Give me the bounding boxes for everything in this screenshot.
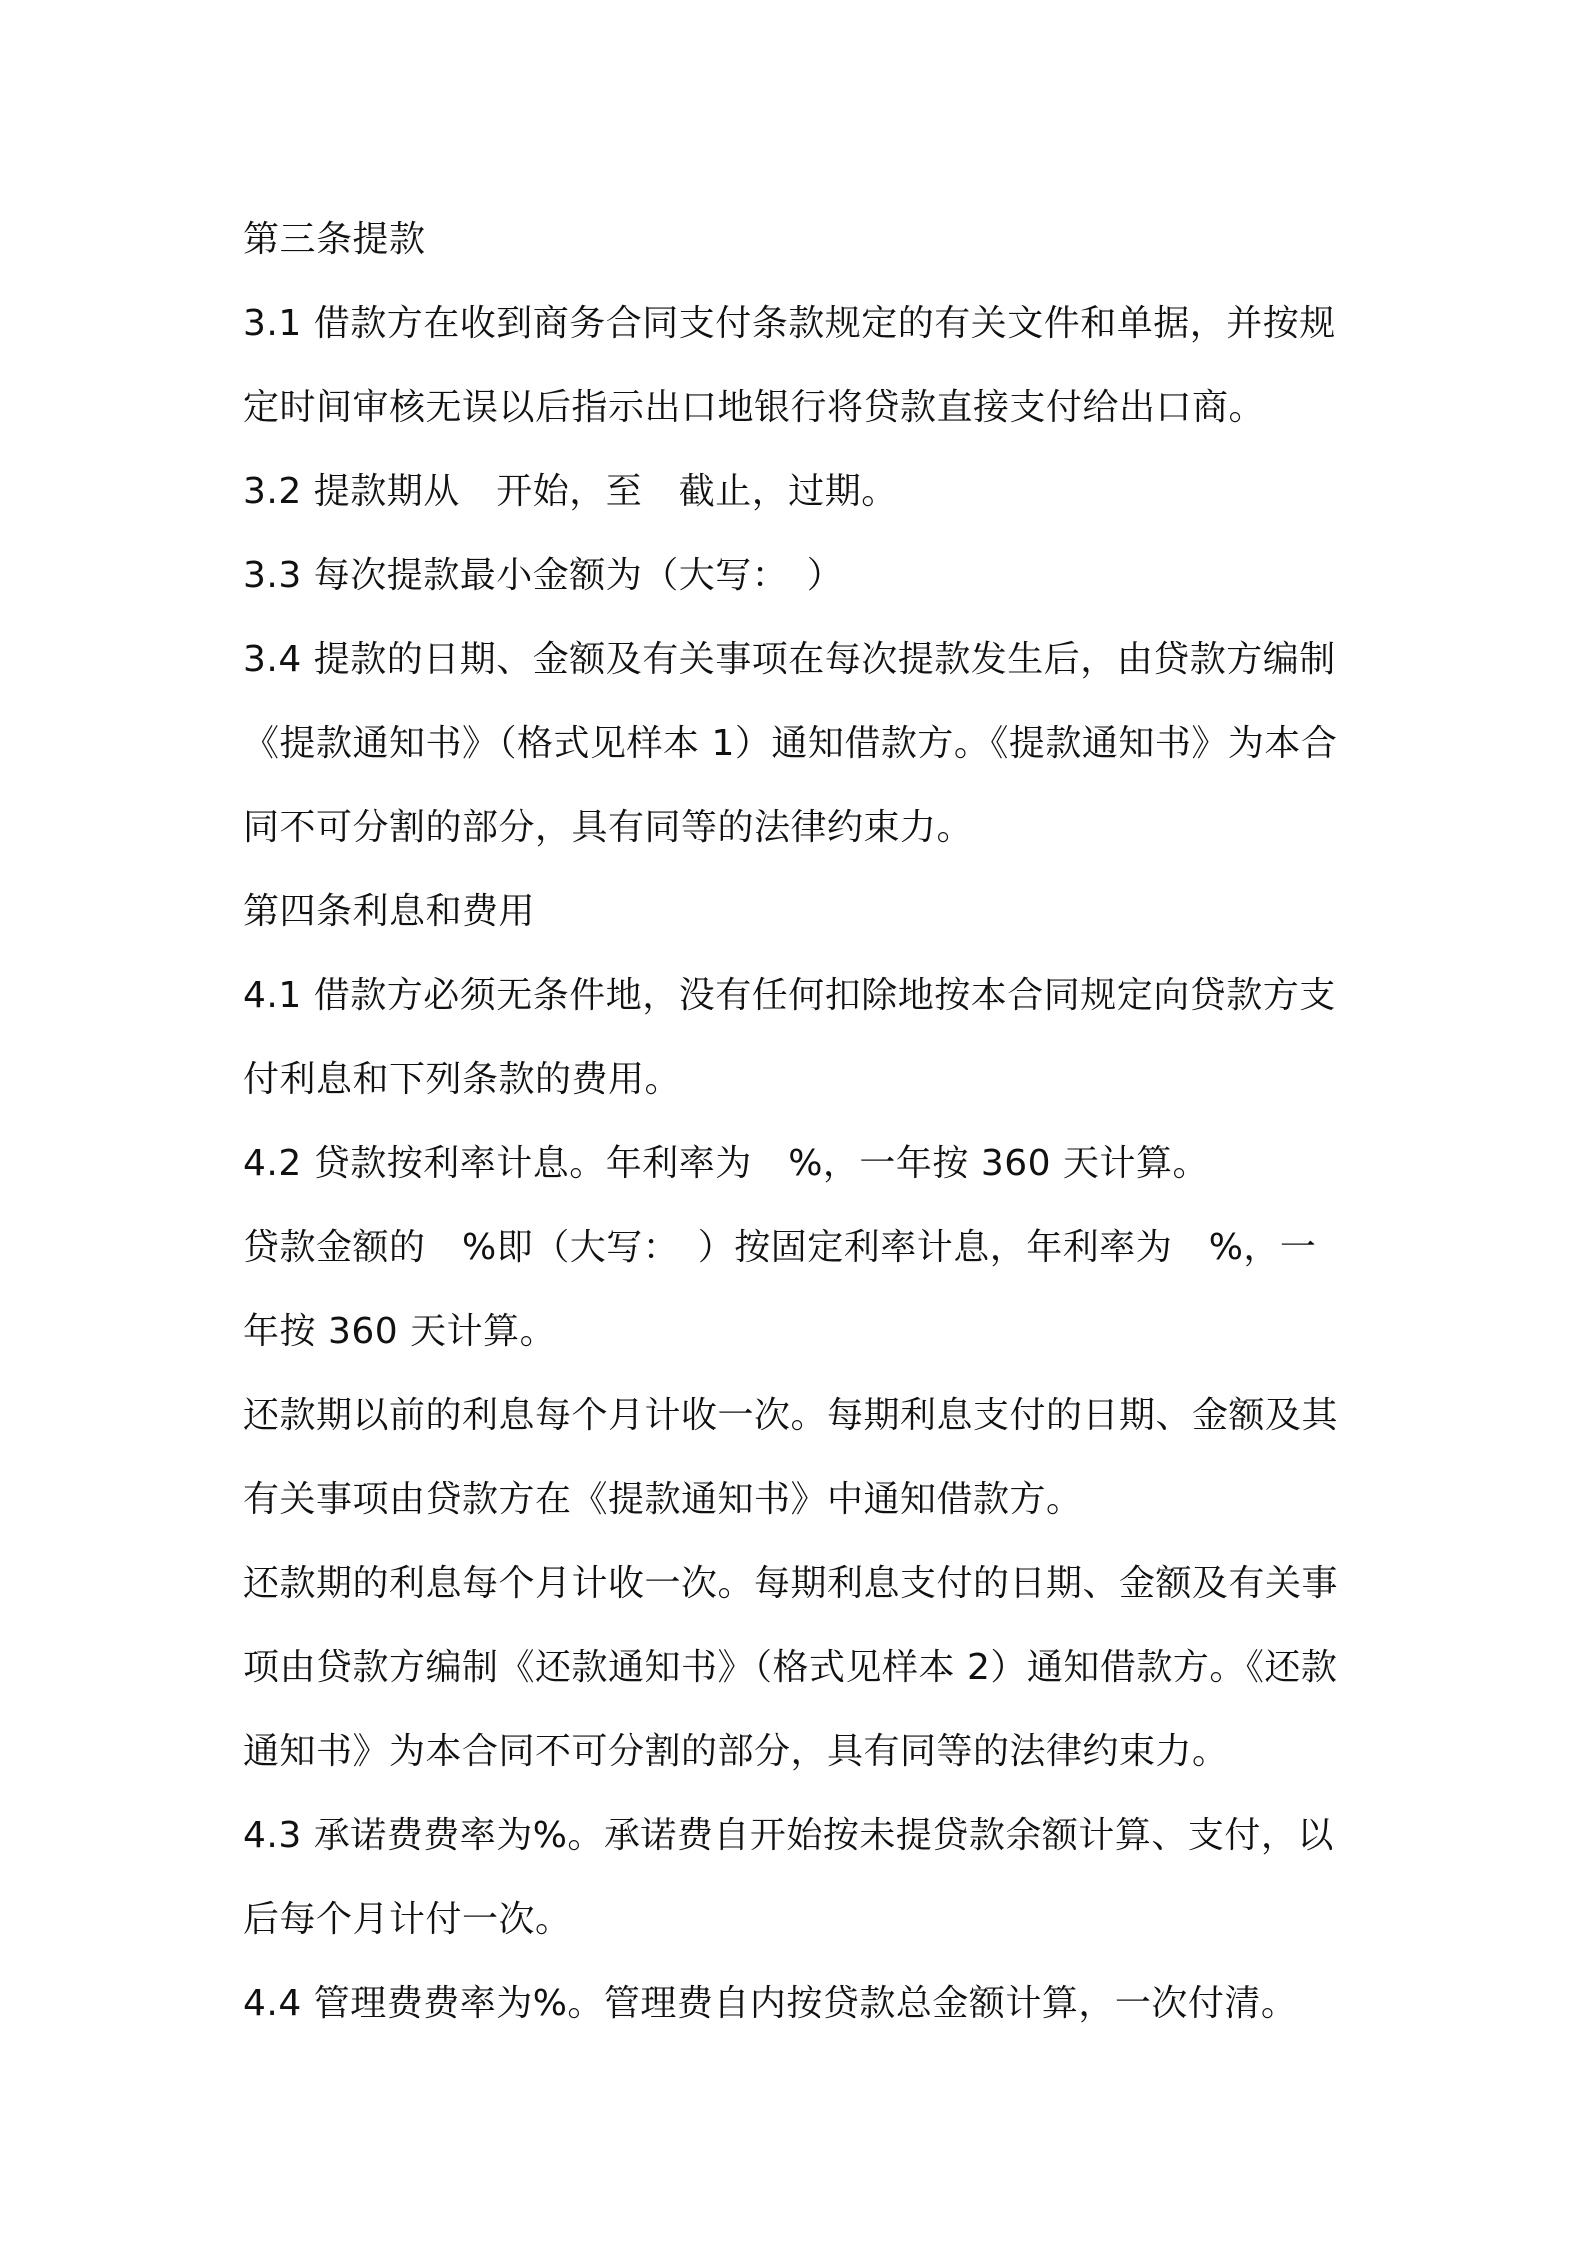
paragraph-line: 项由贷款方编制《还款通知书》（格式见样本 2）通知借款方。《还款 bbox=[243, 1647, 1338, 1688]
paragraph-line: 还款期的利息每个月计收一次。每期利息支付的日期、金额及有关事 bbox=[243, 1563, 1339, 1604]
paragraph-line: 后每个月计付一次。 bbox=[243, 1899, 572, 1940]
paragraph-line: 3.2 提款期从 开始，至 截止，过期。 bbox=[243, 471, 898, 512]
paragraph-line: 《提款通知书》（格式见样本 1）通知借款方。《提款通知书》为本合 bbox=[243, 723, 1338, 764]
paragraph-line: 3.4 提款的日期、金额及有关事项在每次提款发生后，由贷款方编制 bbox=[243, 639, 1336, 680]
paragraph-line: 3.1 借款方在收到商务合同支付条款规定的有关文件和单据，并按规 bbox=[243, 303, 1336, 344]
paragraph-line: 年按 360 天计算。 bbox=[243, 1311, 557, 1352]
paragraph-line: 4.4 管理费费率为%。管理费自内按贷款总金额计算，一次付清。 bbox=[243, 1983, 1298, 2024]
paragraph-line: 定时间审核无误以后指示出口地银行将贷款直接支付给出口商。 bbox=[243, 387, 1266, 428]
section-heading-article-3: 第三条提款 bbox=[243, 219, 426, 260]
paragraph-line: 有关事项由贷款方在《提款通知书》中通知借款方。 bbox=[243, 1479, 1083, 1520]
document-body bbox=[243, 198, 1358, 2046]
paragraph-line: 通知书》为本合同不可分割的部分，具有同等的法律约束力。 bbox=[243, 1731, 1229, 1772]
paragraph-line: 贷款金额的 %即（大写： ）按固定利率计息，年利率为 %，一 bbox=[243, 1227, 1317, 1268]
paragraph-line: 同不可分割的部分，具有同等的法律约束力。 bbox=[243, 807, 974, 848]
paragraph-line: 还款期以前的利息每个月计收一次。每期利息支付的日期、金额及其 bbox=[243, 1395, 1339, 1436]
section-heading-article-4: 第四条利息和费用 bbox=[243, 891, 536, 932]
paragraph-line: 4.2 贷款按利率计息。年利率为 %，一年按 360 天计算。 bbox=[243, 1143, 1210, 1184]
paragraph-line: 3.3 每次提款最小金额为（大写： ） bbox=[243, 555, 844, 596]
paragraph-line: 4.1 借款方必须无条件地，没有任何扣除地按本合同规定向贷款方支 bbox=[243, 975, 1336, 1016]
paragraph-line: 付利息和下列条款的费用。 bbox=[243, 1059, 682, 1100]
paragraph-line: 4.3 承诺费费率为%。承诺费自开始按未提贷款余额计算、支付，以 bbox=[243, 1815, 1334, 1856]
